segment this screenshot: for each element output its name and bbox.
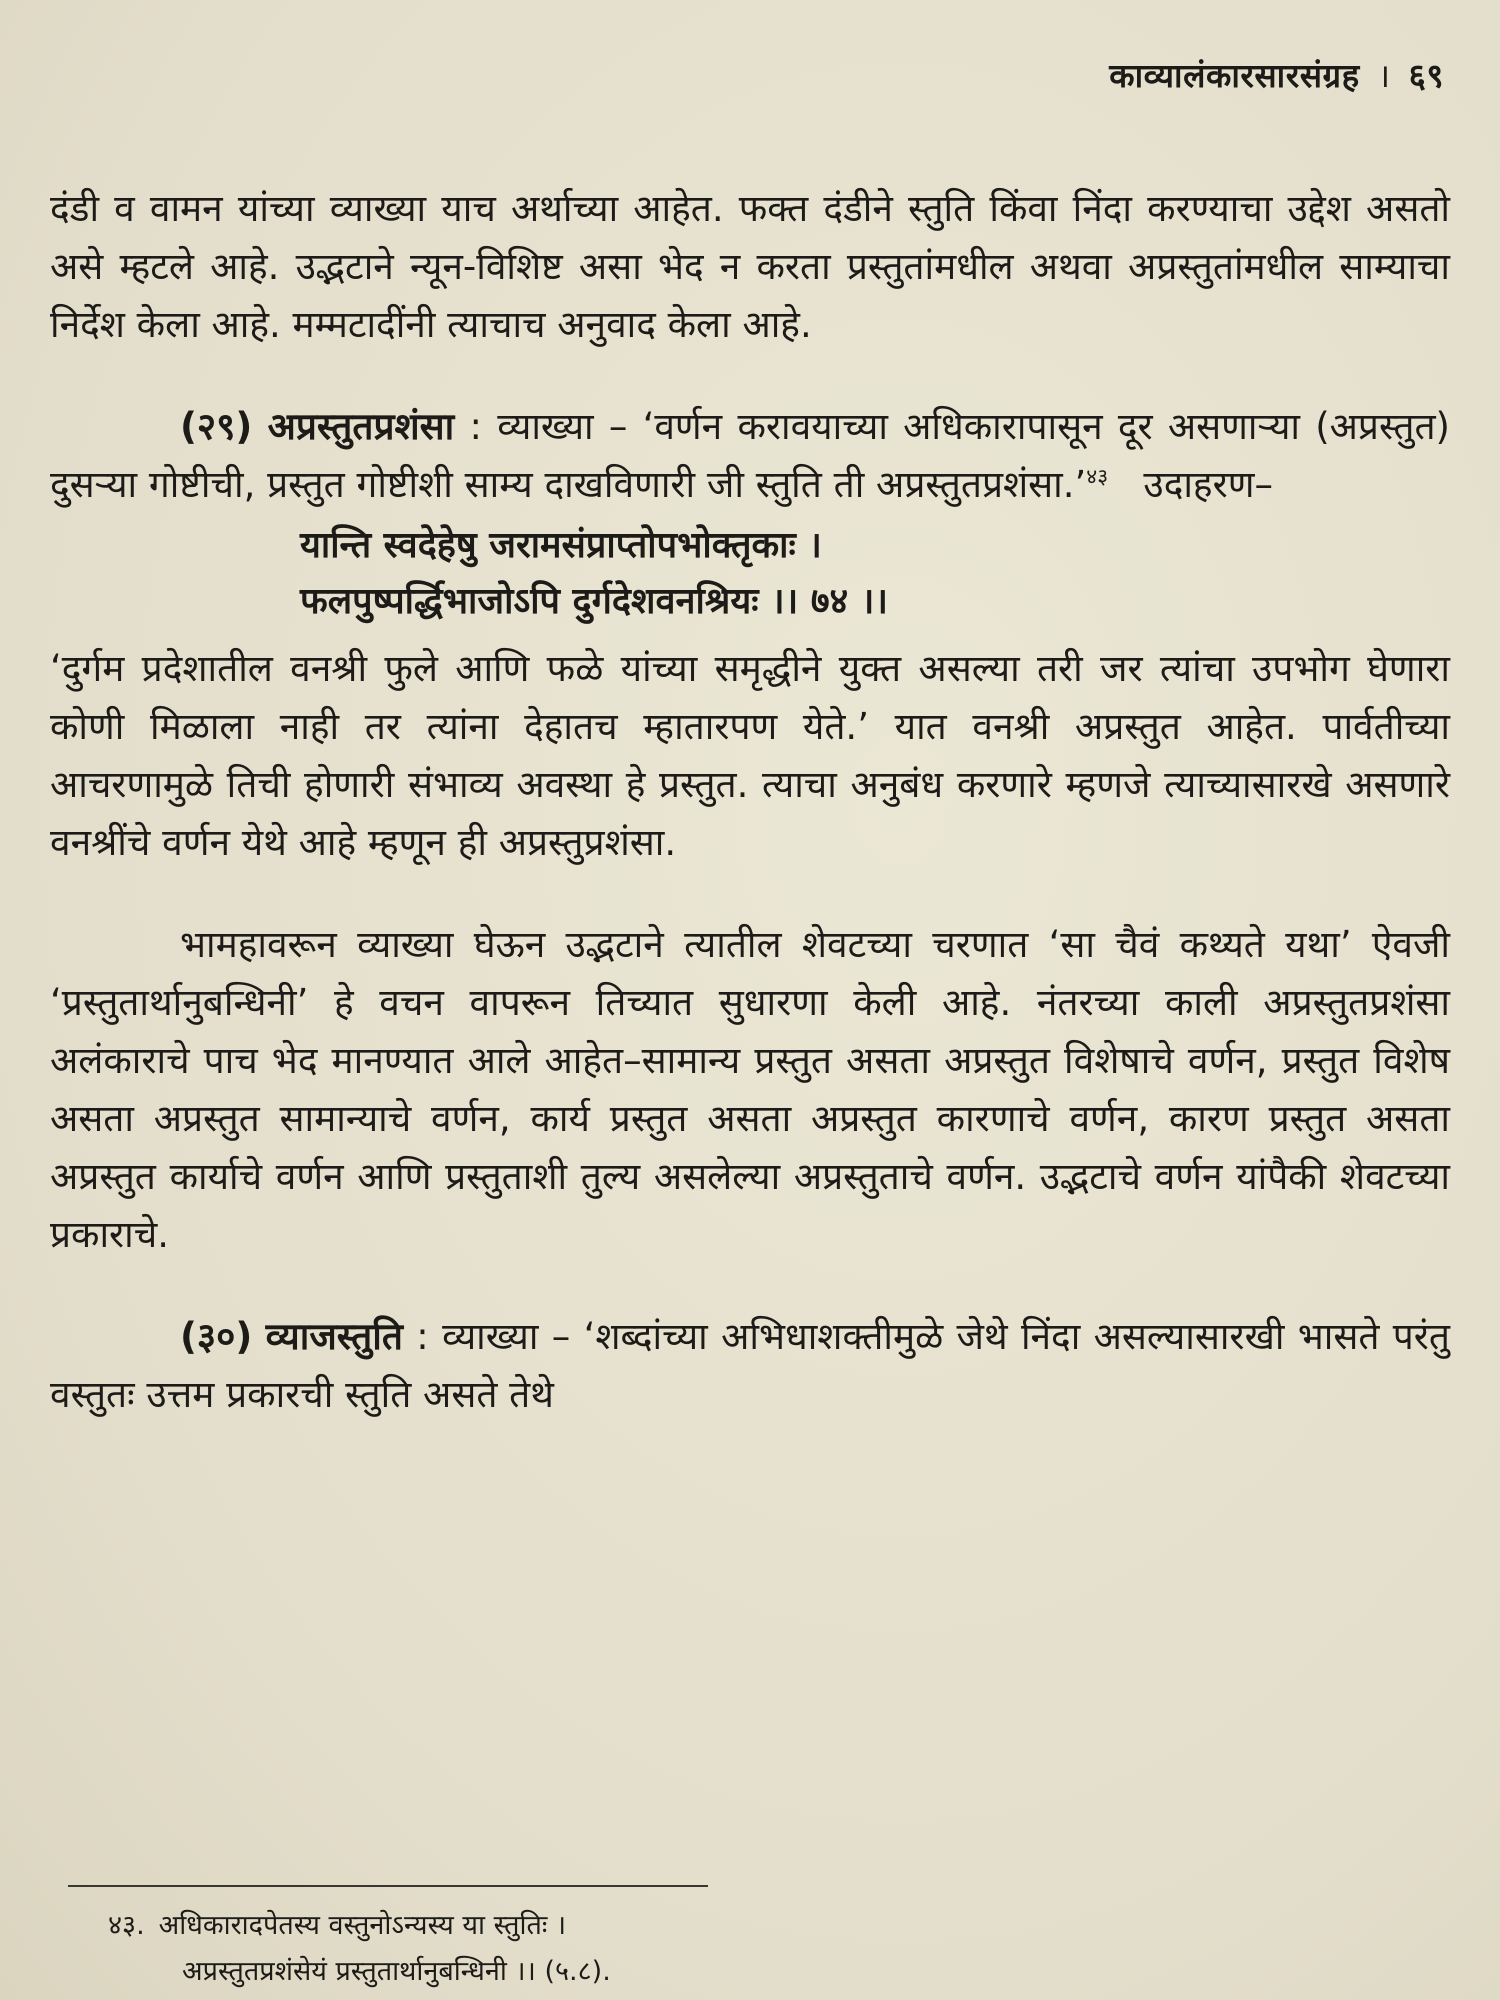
section-30 [50, 1308, 1450, 1424]
section-29 [50, 398, 1450, 514]
running-head [1109, 52, 1444, 97]
footnote-divider [68, 1885, 708, 1887]
section-29-definition: : व्याख्या – ‘वर्णन करावयाच्या अधिकारापासून दूर असणाऱ्या (अप्रस्तुत) दुसऱ्या गोष्टीची, प्रस्तुत गोष्टीशी साम्य दाखविणारी जी स्तुति ती अप्रस्तुतप्रशंसा.’ [50, 405, 1450, 506]
section-29-number: (२९) [180, 405, 253, 448]
footnote-43 [108, 1903, 611, 1995]
section-30-definition: : व्याख्या – ‘शब्दांच्या अभिधाशक्तीमुळे जेथे निंदा असल्यासारखी भासते परंतु वस्तुतः उत्तम प्रकारची स्तुति असते तेथे [50, 1315, 1450, 1416]
footnote-line-1: अधिकारादपेतस्य वस्तुनोऽन्यस्य या स्तुतिः । [158, 1910, 567, 1941]
example-label: उदाहरण– [1143, 463, 1273, 506]
verse-line-1: यान्ति स्वदेहेषु जरामसंप्राप्तोपभोक्तृकाः । [300, 525, 822, 566]
footnote-ref-43: ४३ [1086, 464, 1109, 489]
section-30-term: व्याजस्तुति [265, 1315, 403, 1358]
footnote-number: ४३. [108, 1910, 145, 1941]
body-text [50, 180, 1450, 1424]
section-29-term: अप्रस्तुतप्रशंसा [267, 405, 455, 448]
sanskrit-verse [50, 518, 1450, 630]
verse-line-2: फलपुष्पर्द्धिभाजोऽपि दुर्गदेशवनश्रियः ।। ७४ ।। [300, 581, 889, 622]
paragraph-3: भामहावरून व्याख्या घेऊन उद्भटाने त्यातील शेवटच्या चरणात ‘सा चैवं कथ्यते यथा’ ऐवजी ‘प्रस्तुतार्थानुबन्धिनी’ हे वचन वापरून तिच्यात सुधारणा केली आहे. नंतरच्या काली अप्रस्तुतप्रशंसा अलंकाराचे पाच भेद मानण्यात आले आहेत–सामान्य प्रस्तुत असता अप्रस्तुत विशेषाचे वर्णन, प्रस्तुत विशेष असता अप्रस्तुत सामान्याचे वर्णन, कार्य प्रस्तुत असता अप्रस्तुत कारणाचे वर्णन, कारण प्रस्तुत असता अप्रस्तुत कार्याचे वर्णन आणि प्रस्तुताशी तुल्य असलेल्या अप्रस्तुताचे वर्णन. उद्भटाचे वर्णन यांपैकी शेवटच्या प्रकाराचे. [50, 923, 1450, 1256]
book-title: काव्यालंकारसारसंग्रह [1109, 56, 1360, 95]
page-number: ६९ [1408, 56, 1444, 95]
section-30-number: (३०) [180, 1315, 253, 1358]
paragraph-1: दंडी व वामन यांच्या व्याख्या याच अर्थाच्या आहेत. फक्त दंडीने स्तुति किंवा निंदा करण्याचा उद्देश असतो असे म्हटले आहे. उद्भटाने न्यून-विशिष्ट असा भेद न करता प्रस्तुतांमधील अथवा अप्रस्तुतांमधील साम्याचा निर्देश केला आहे. मम्मटादींनी त्याचाच अनुवाद केला आहे. [50, 187, 1450, 346]
paragraph-2: ‘दुर्गम प्रदेशातील वनश्री फुले आणि फळे यांच्या समृद्धीने युक्त असल्या तरी जर त्यांचा उपभोग घेणारा कोणी मिळाला नाही तर त्यांना देहातच म्हातारपण येते.’ यात वनश्री अप्रस्तुत आहेत. पार्वतीच्या आचरणामुळे तिची होणारी संभाव्य अवस्था हे प्रस्तुत. त्याचा अनुबंध करणारे म्हणजे त्याच्यासारखे असणारे वनश्रींचे वर्णन येथे आहे म्हणून ही अप्रस्तुप्रशंसा. [50, 647, 1450, 864]
head-separator: । [1377, 56, 1391, 95]
footnote-line-2: अप्रस्तुतप्रशंसेयं प्रस्तुतार्थानुबन्धिनी ।। (५.८). [182, 1956, 611, 1987]
